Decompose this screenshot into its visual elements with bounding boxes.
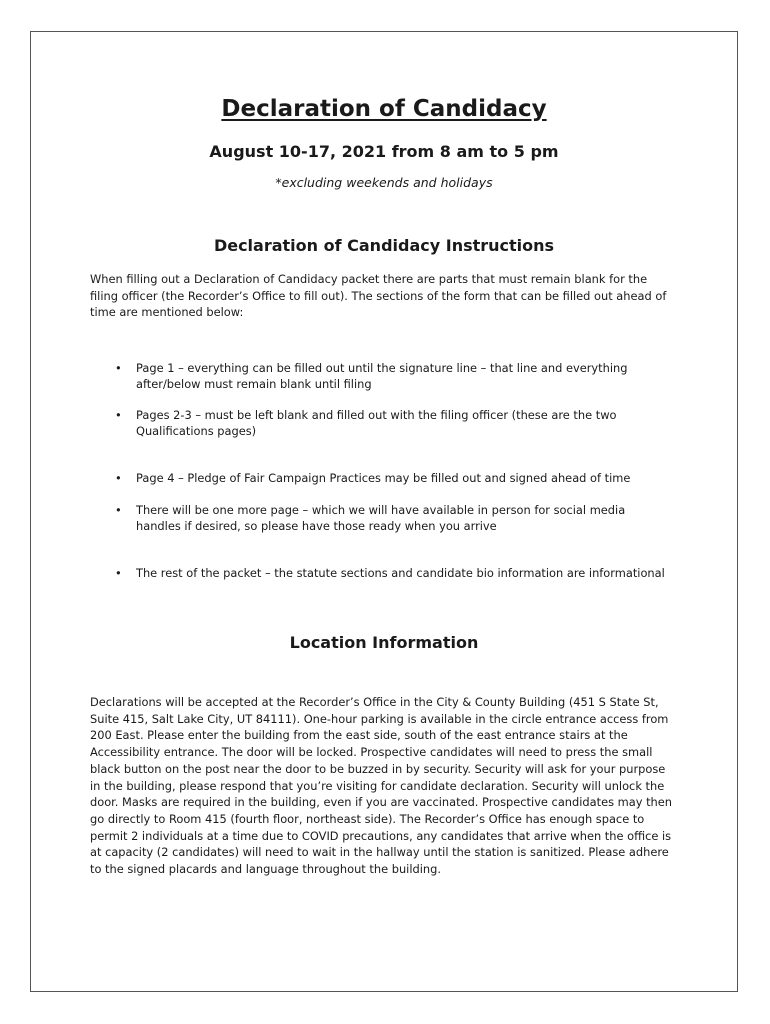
date-range: August 10-17, 2021 from 8 am to 5 pm (209, 142, 559, 161)
list-item (90, 360, 675, 392)
bullet-icon: • (115, 471, 122, 485)
exclusion-note: *excluding weekends and holidays (275, 175, 493, 190)
document-page (30, 31, 738, 992)
list-item-text: Pages 2-3 – must be left blank and filled out with the filing officer (these are the two Qualifications pages) (136, 408, 617, 439)
bullet-icon: • (115, 503, 122, 517)
list-item (90, 502, 675, 534)
instructions-heading: Declaration of Candidacy Instructions (213, 236, 555, 255)
list-item-text: Page 4 – Pledge of Fair Campaign Practices may be filled out and signed ahead of time (136, 471, 631, 485)
bullet-icon: • (115, 408, 122, 422)
list-item (90, 470, 675, 486)
list-item-text: Page 1 – everything can be filled out until the signature line – that line and everything after/below must remain blank until filing (136, 361, 628, 392)
document-title: Declaration of Candidacy (221, 96, 547, 122)
location-heading: Location Information (289, 633, 479, 652)
list-item (90, 407, 675, 439)
location-body: Declarations will be accepted at the Recorder’s Office in the City & County Building (451 S State St, Suite 415, Salt Lake City, UT 84111). One-hour parking is available in the circle entrance access from 200 East. Please enter the building from the east side, south of the east entrance stairs at the Accessibility entrance. The door will be locked. Prospective candidates will need to press the small black button on the post near the door to be buzzed in by security. Security will ask for your purpose in the building, please respond that you’re visiting for candidate declaration. Security will unlock the door. Masks are required in the building, even if you are vaccinated. Prospective candidates may then go directly to Room 415 (fourth floor, northeast side). The Recorder’s Office has enough space to permit 2 individuals at a time due to COVID precautions, any candidates that arrive when the office is at capacity (2 candidates) will need to wait in the hallway until the station is sanitized. Please adhere to the signed placards and language throughout the building. (90, 695, 673, 877)
list-item-text: There will be one more page – which we will have available in person for social media handles if desired, so please have those ready when you arrive (136, 503, 626, 534)
bullet-icon: • (115, 566, 122, 580)
instructions-intro: When filling out a Declaration of Candidacy packet there are parts that must remain blank for the filing officer (the Recorder’s Office to fill out). The sections of the form that can be filled out ahead of time are mentioned below: (90, 272, 667, 320)
list-item-text: The rest of the packet – the statute sections and candidate bio information are informational (136, 566, 665, 580)
bullet-icon: • (115, 361, 122, 375)
list-item (90, 565, 675, 581)
